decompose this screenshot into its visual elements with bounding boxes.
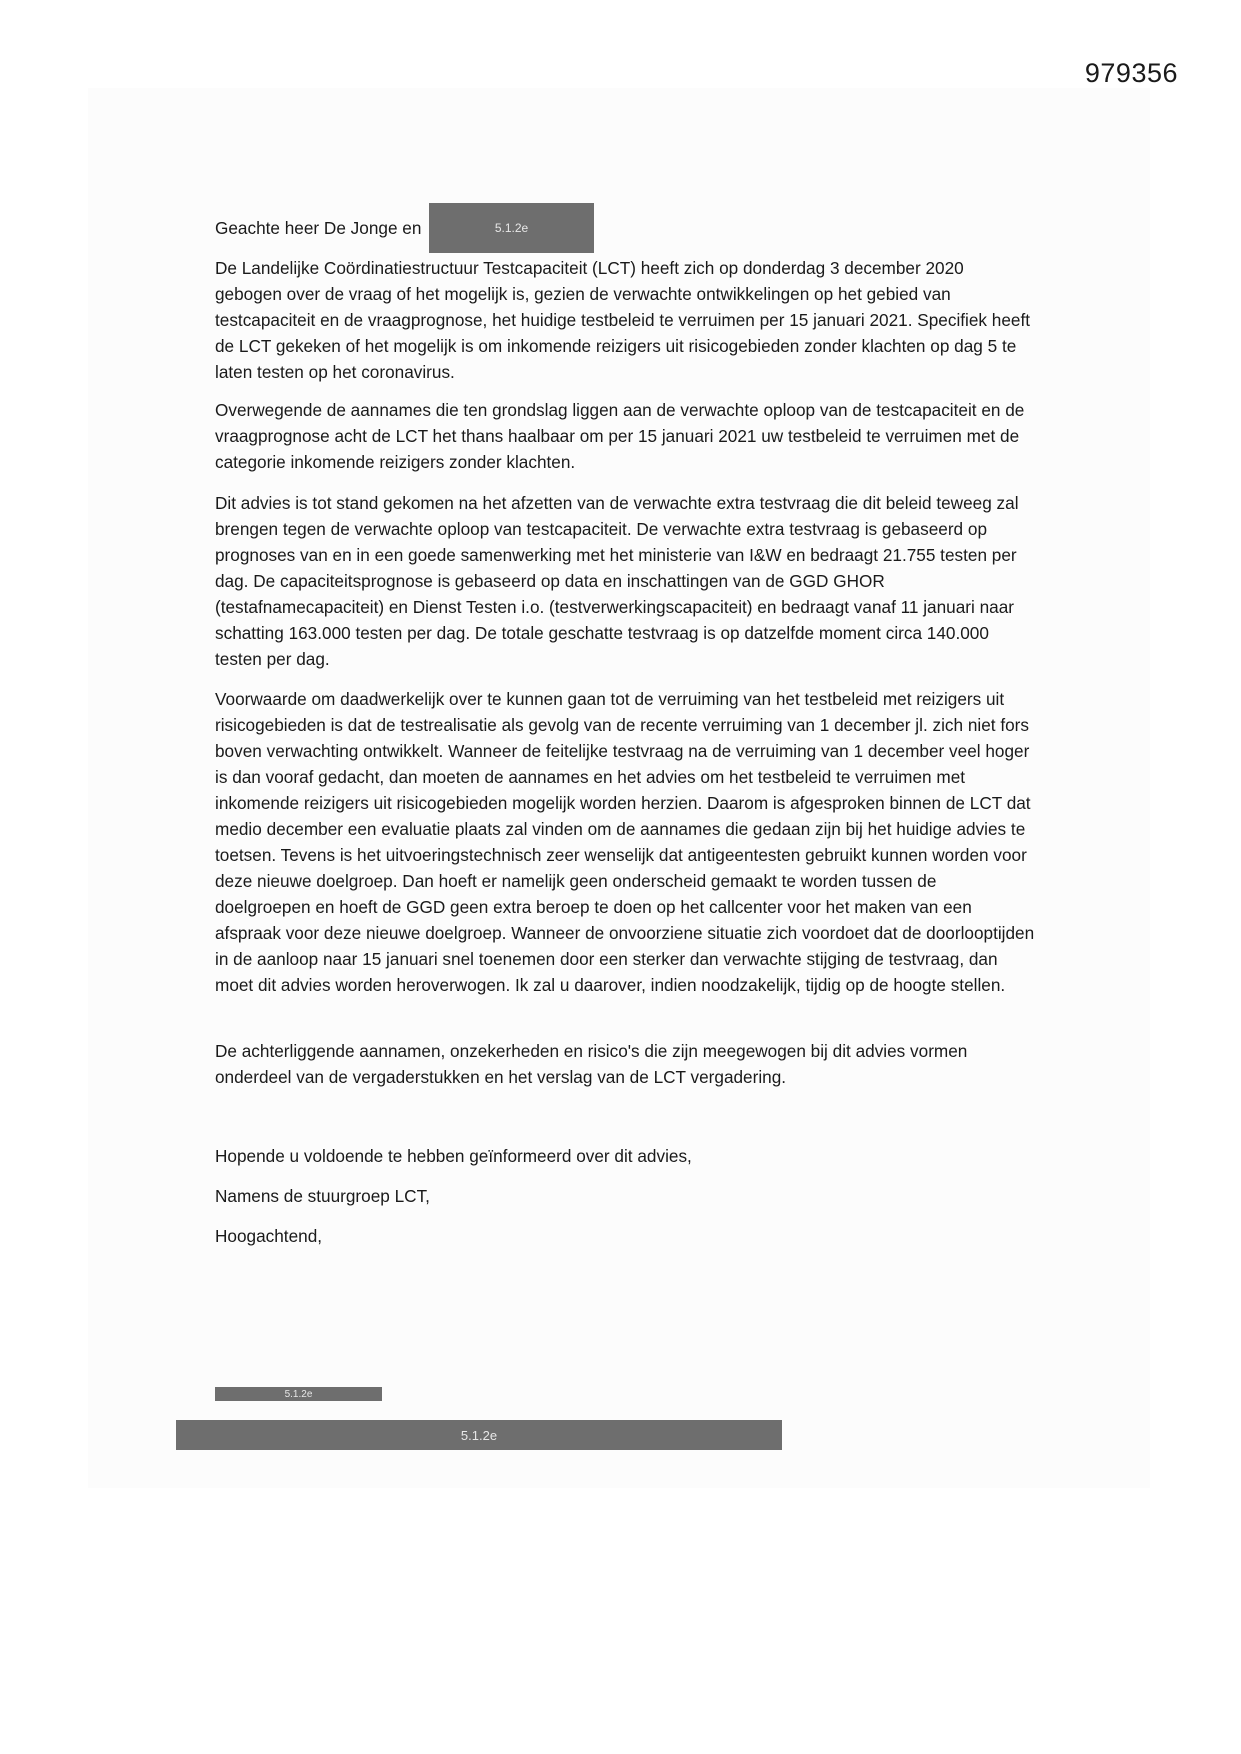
paragraph-2: Overwegende de aannames die ten grondslag liggen aan de verwachte oploop van de testcapaciteit en de vraagprognose acht de LCT het thans haalbaar om per 15 januari 2021 uw testbeleid te verruimen met de categorie inkomende reizigers zonder klachten. <box>215 400 1025 472</box>
paragraph-4: Voorwaarde om daadwerkelijk over te kunnen gaan tot de verruiming van het testbeleid met reizigers uit risicogebieden is dat de testrealisatie als gevolg van de recente verruiming van 1 december jl. zich niet fors boven verwachting ontwikkelt. Wanneer de feitelijke testvraag na de verruiming van 1 december veel hoger is dan vooraf gedacht, dan moeten de aannames en het advies om het testbeleid te verruimen met inkomende reizigers uit risicogebieden mogelijk worden herzien. Daarom is afgesproken binnen de LCT dat medio december een evaluatie plaats zal vinden om de aannames die gedaan zijn bij het huidige advies te toetsen. Tevens is het uitvoeringstechnisch zeer wenselijk dat antigeentesten gebruikt kunnen worden voor deze nieuwe doelgroep. Dan hoeft er namelijk geen onderscheid gemaakt te worden tussen de doelgroepen en hoeft de GGD geen extra beroep te doen op het callcenter voor het maken van een afspraak voor deze nieuwe doelgroep. Wanneer de onvoorziene situatie zich voordoet dat de doorlooptijden in de aanloop naar 15 januari snel toenemen door een sterker dan verwachte stijging de testvraag, dan moet dit advies worden heroverwogen. Ik zal u daarover, indien noodzakelijk, tijdig op de hoogte stellen. <box>215 689 1035 995</box>
redaction-block-addressee: 5.1.2e <box>429 203 594 253</box>
closing-line-3: Hoogachtend, <box>215 1226 323 1246</box>
paragraph-1: De Landelijke Coördinatiestructuur Testcapaciteit (LCT) heeft zich op donderdag 3 december 2020 gebogen over de vraag of het mogelijk is, gezien de verwachte ontwikkelingen op het gebied van testcapaciteit en de vraagprognose, het huidige testbeleid te verruimen per 15 januari 2021. Specifiek heeft de LCT gekeken of het mogelijk is om inkomende reizigers uit risicogebieden zonder klachten op dag 5 te laten testen op het coronavirus. <box>215 258 1031 382</box>
redaction-block-signature-name: 5.1.2e <box>215 1387 382 1401</box>
document-number: 979356 <box>1084 58 1178 88</box>
closing-line-1: Hopende u voldoende te hebben geïnformeerd over dit advies, <box>215 1146 692 1166</box>
salutation: Geachte heer De Jonge en <box>215 218 422 238</box>
paragraph-5: De achterliggende aannamen, onzekerheden en risico's die zijn meegewogen bij dit advies vormen onderdeel van de vergaderstukken en het verslag van de LCT vergadering. <box>215 1041 968 1087</box>
redaction-block-signature-title: 5.1.2e <box>176 1420 782 1450</box>
paragraph-3: Dit advies is tot stand gekomen na het afzetten van de verwachte extra testvraag die dit beleid teweeg zal brengen tegen de verwachte oploop van testcapaciteit. De verwachte extra testvraag is gebaseerd op prognoses van en in een goede samenwerking met het ministerie van I&W en bedraagt 21.755 testen per dag. De capaciteitsprognose is gebaseerd op data en inschattingen van de GGD GHOR (testafnamecapaciteit) en Dienst Testen i.o. (testverwerkingscapaciteit) en bedraagt vanaf 11 januari naar schatting 163.000 testen per dag. De totale geschatte testvraag is op datzelfde moment circa 140.000 testen per dag. <box>215 493 1019 669</box>
closing-line-2: Namens de stuurgroep LCT, <box>215 1186 430 1206</box>
